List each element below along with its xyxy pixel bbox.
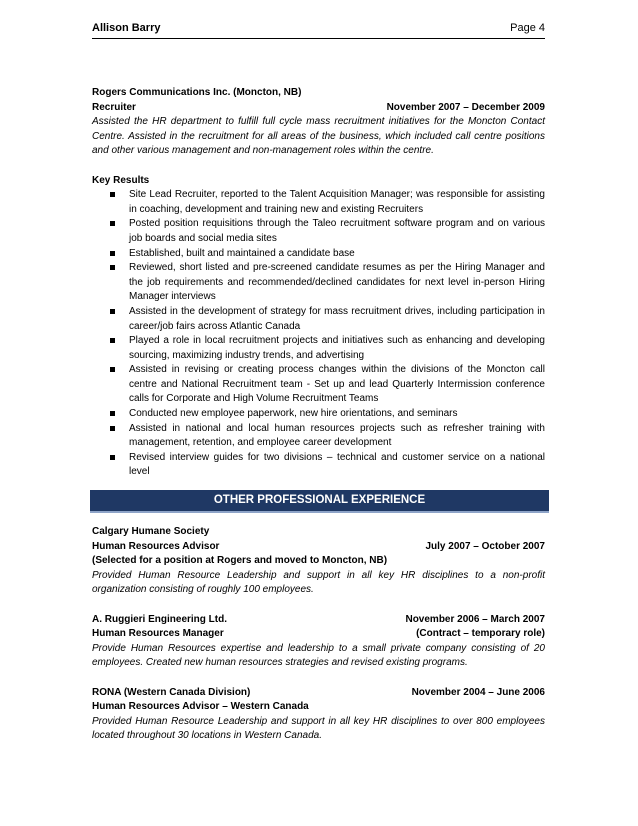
bullet-icon	[110, 411, 115, 416]
list-item: Site Lead Recruiter, reported to the Talent Acquisition Manager; was responsible for assisting in coaching, development and training new and existing Recruiters	[110, 188, 545, 217]
title-row	[92, 627, 545, 642]
bullet-icon	[110, 338, 115, 343]
section-banner: OTHER PROFESSIONAL EXPERIENCE	[90, 490, 549, 513]
list-item: Assisted in national and local human resources projects such as refresher training with management, retention, and employee career development	[110, 422, 545, 451]
job-description: Provided Human Resource Leadership and support in all key HR disciplines to a non-profit organization consisting of roughly 100 employees.	[92, 569, 545, 596]
bullet-icon	[110, 309, 115, 314]
job-rogers	[92, 86, 545, 480]
company-name: Calgary Humane Society	[92, 526, 210, 538]
job-title: Human Resources Manager	[92, 628, 224, 640]
title-row	[92, 540, 545, 555]
list-item: Conducted new employee paperwork, new hire orientations, and seminars	[110, 407, 545, 422]
bullet-icon	[110, 367, 115, 372]
job-rona	[92, 686, 545, 744]
key-results-list	[92, 188, 545, 480]
resume-content	[92, 86, 545, 744]
key-results-heading: Key Results	[92, 174, 150, 186]
job-dates: July 2007 – October 2007	[425, 540, 545, 552]
list-item: Played a role in local recruitment projects and initiatives such as enhancing and developing sourcing, maximizing industry trends, and advertising	[110, 334, 545, 363]
company-name: RONA (Western Canada Division)	[92, 686, 251, 698]
list-item: Established, built and maintained a candidate base	[110, 247, 545, 262]
company-name: Rogers Communications Inc. (Moncton, NB)	[92, 87, 302, 98]
header-name: Allison Barry	[92, 22, 161, 34]
job-title: Human Resources Advisor – Western Canada	[92, 701, 309, 713]
bullet-icon	[110, 251, 115, 256]
bullet-icon	[110, 455, 115, 460]
company-name: A. Ruggieri Engineering Ltd.	[92, 613, 227, 625]
job-dates: November 2007 – December 2009	[386, 101, 545, 113]
job-description: Provided Human Resource Leadership and support in all key HR disciplines to over 800 employees located throughout 30 locations in Western Canada.	[92, 715, 545, 742]
job-ruggieri	[92, 613, 545, 671]
list-item: Reviewed, short listed and pre-screened candidate resumes as per the Hiring Manager and the job requirements and recommended/declined candidates for next level in-person Hiring Manager interviews	[110, 261, 545, 305]
list-item: Assisted in the development of strategy for mass recruitment drives, including participation in career/job fairs across Atlantic Canada	[110, 305, 545, 334]
company-row	[92, 686, 545, 701]
job-dates: November 2006 – March 2007	[405, 613, 545, 625]
job-title: Human Resources Advisor	[92, 540, 220, 552]
job-description: Provide Human Resources expertise and leadership to a small private company consisting of 20 employees. Created new human resources strategies and revised existing programs.	[92, 642, 545, 669]
job-note: (Selected for a position at Rogers and moved to Moncton, NB)	[92, 555, 388, 567]
job-title: Recruiter	[92, 101, 136, 113]
page-header	[92, 22, 545, 39]
job-dates: November 2004 – June 2006	[411, 686, 545, 698]
bullet-icon	[110, 221, 115, 226]
company-row	[92, 613, 545, 628]
job-description: Assisted the HR department to fulfill full cycle mass recruitment initiatives for the Moncton Contact Centre. Assisted in the recruitment for all areas of the business, which included call centre positions and other various management and non-management roles within the centre.	[92, 116, 545, 157]
job-calgary	[92, 525, 545, 598]
bullet-icon	[110, 192, 115, 197]
list-item: Posted position requisitions through the Taleo recruitment software program and on various job boards and social media sites	[110, 217, 545, 246]
list-item: Revised interview guides for two divisions – technical and customer service on a national level	[110, 451, 545, 480]
bullet-icon	[110, 426, 115, 431]
title-row	[92, 101, 545, 116]
list-item: Assisted in revising or creating process changes within the divisions of the Moncton call centre and National Recruitment team - Set up and lead Quarterly Intermission conference calls for Corporate and High Volume Recruitment Teams	[110, 363, 545, 407]
bullet-icon	[110, 265, 115, 270]
job-note: (Contract – temporary role)	[416, 628, 545, 640]
page-number: Page 4	[510, 22, 545, 34]
